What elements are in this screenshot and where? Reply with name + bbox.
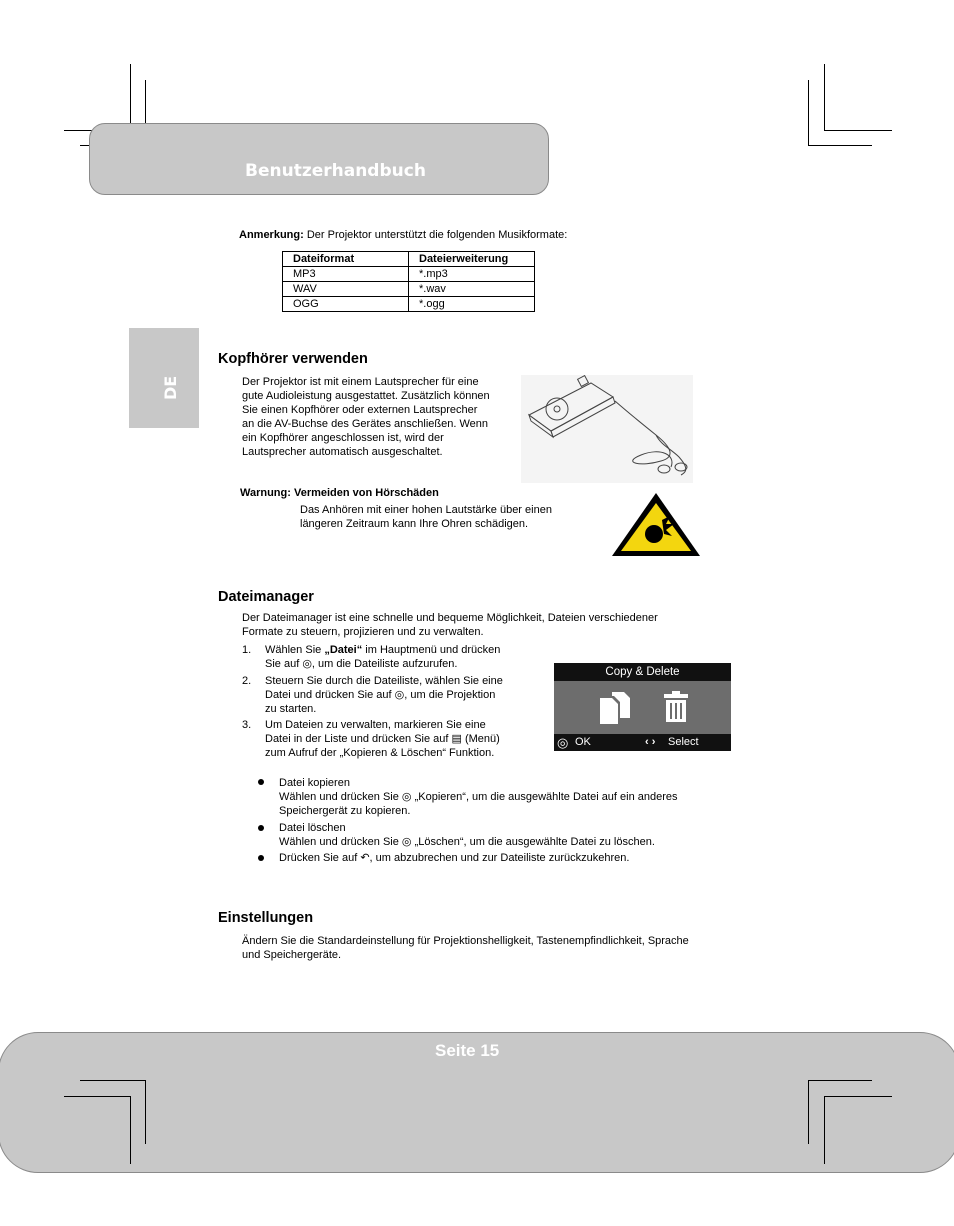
text-line: Der Dateimanager ist eine schnelle und bequeme Möglichkeit, Dateien verschiedener bbox=[242, 612, 658, 624]
menu-button-icon: ▤ bbox=[451, 733, 462, 745]
step-3 bbox=[265, 718, 500, 760]
step-number: 1. bbox=[242, 644, 252, 656]
text-line: Sie einen Kopfhörer oder externen Lautsprecher bbox=[242, 404, 478, 416]
table-cell: MP3 bbox=[283, 267, 409, 282]
text-line: längeren Zeitraum kann Ihre Ohren schädigen. bbox=[300, 518, 529, 530]
note-label: Anmerkung: bbox=[239, 229, 304, 241]
page-header-title: Benutzerhandbuch bbox=[245, 161, 426, 181]
copy-delete-title: Copy & Delete bbox=[554, 663, 731, 681]
ok-label: OK bbox=[575, 736, 591, 748]
ok-button-icon: ◎ bbox=[394, 689, 405, 701]
warning-text bbox=[300, 503, 552, 531]
text-line: gute Audioleistung ausgestattet. Zusätzlich können bbox=[242, 390, 490, 402]
text-line: Ändern Sie die Standardeinstellung für Projektionshelligkeit, Tastenempfindlichkeit, Sprache bbox=[242, 935, 689, 947]
step-number: 3. bbox=[242, 719, 252, 731]
text-line: Lautsprecher automatisch ausgeschaltet. bbox=[242, 446, 443, 458]
text-line: Steuern Sie durch die Dateiliste, wählen Sie eine bbox=[265, 675, 503, 687]
bullet-back bbox=[279, 851, 629, 865]
text-span: Datei und drücken Sie auf bbox=[265, 689, 395, 701]
format-table bbox=[282, 251, 535, 312]
screen-bottom-bar bbox=[554, 734, 731, 751]
text-line: Datei kopieren bbox=[279, 777, 350, 789]
text-span: Datei in der Liste und drücken Sie auf bbox=[265, 733, 452, 745]
text-line: ein Kopfhörer angeschlossen ist, wird der bbox=[242, 432, 444, 444]
text-span: „Datei“ bbox=[324, 644, 363, 656]
text-span: , um die Dateiliste aufzurufen. bbox=[311, 658, 458, 670]
text-span: , um die Projektion bbox=[404, 689, 496, 701]
trash-icon[interactable] bbox=[662, 690, 690, 724]
file-manager-intro bbox=[242, 611, 658, 639]
bullet bbox=[258, 855, 264, 861]
step-1 bbox=[265, 643, 500, 671]
headphones-text bbox=[242, 375, 490, 459]
text-line: Um Dateien zu verwalten, markieren Sie eine bbox=[265, 719, 486, 731]
select-label: Select bbox=[668, 736, 699, 748]
text-span: Sie auf bbox=[265, 658, 303, 670]
table-row bbox=[283, 267, 535, 282]
table-cell: OGG bbox=[283, 297, 409, 312]
note bbox=[239, 228, 567, 242]
back-button-icon: ↶ bbox=[360, 852, 370, 864]
step-2 bbox=[265, 674, 503, 716]
text-line: Der Projektor ist mit einem Lautsprecher für eine bbox=[242, 376, 479, 388]
text-line: zum Aufruf der „Kopieren & Löschen“ Funktion. bbox=[265, 747, 495, 759]
note-text: Der Projektor unterstützt die folgenden Musikformate: bbox=[306, 229, 568, 241]
text-line: und Speichergeräte. bbox=[242, 949, 342, 961]
text-span: „Kopieren“, um die ausgewählte Datei auf ein anderes bbox=[411, 791, 678, 803]
step-number: 2. bbox=[242, 675, 252, 687]
ok-button-icon: ◎ bbox=[557, 735, 569, 750]
text-line: Formate zu steuern, projizieren und zu verwalten. bbox=[242, 626, 484, 638]
header-tab bbox=[89, 123, 549, 195]
text-span: „Löschen“, um die ausgewählte Datei zu löschen. bbox=[411, 836, 655, 848]
text-span: Wählen und drücken Sie bbox=[279, 791, 402, 803]
table-row bbox=[283, 297, 535, 312]
section-title-file-manager: Dateimanager bbox=[218, 589, 314, 605]
text-line: Speichergerät zu kopieren. bbox=[279, 805, 411, 817]
table-cell: *.wav bbox=[409, 282, 535, 297]
text-span: (Menü) bbox=[461, 733, 500, 745]
text-span: im Hauptmenü und drücken bbox=[362, 644, 501, 656]
ok-button-icon: ◎ bbox=[302, 658, 312, 670]
warning-title: Warnung: Vermeiden von Hörschäden bbox=[240, 487, 439, 499]
text-span: Wählen und drücken Sie bbox=[279, 836, 402, 848]
table-header: Dateiformat bbox=[283, 252, 409, 267]
page-number: Seite 15 bbox=[435, 1041, 500, 1060]
copy-icon[interactable] bbox=[598, 690, 634, 726]
section-title-headphones: Kopfhörer verwenden bbox=[218, 351, 368, 367]
table-header: Dateierweiterung bbox=[409, 252, 535, 267]
bullet bbox=[258, 779, 264, 785]
section-title-settings: Einstellungen bbox=[218, 910, 314, 926]
table-row bbox=[283, 282, 535, 297]
text-line: Das Anhören mit einer hohen Lautstärke über einen bbox=[300, 504, 552, 516]
text-span: , um abzubrechen und zur Dateiliste zurückzukehren. bbox=[369, 852, 630, 864]
table-cell: *.ogg bbox=[409, 297, 535, 312]
hearing-damage-warning-icon bbox=[610, 490, 703, 560]
text-span: Wählen Sie bbox=[265, 644, 325, 656]
bullet-delete bbox=[279, 821, 655, 849]
text-line: zu starten. bbox=[265, 703, 317, 715]
text-span: Drücken Sie auf bbox=[279, 852, 361, 864]
settings-text bbox=[242, 934, 689, 962]
bullet-copy bbox=[279, 776, 678, 818]
ok-button-icon: ◎ bbox=[401, 836, 412, 848]
text-line: an die AV-Buchse des Gerätes anschließen. Wenn bbox=[242, 418, 489, 430]
table-cell: WAV bbox=[283, 282, 409, 297]
copy-delete-screen bbox=[554, 663, 731, 751]
navigate-arrows-icon: ‹ › bbox=[645, 736, 656, 748]
table-cell: *.mp3 bbox=[409, 267, 535, 282]
projector-headphone-illustration bbox=[521, 375, 693, 483]
language-tab-label: DE bbox=[161, 375, 180, 400]
ok-button-icon: ◎ bbox=[401, 791, 412, 803]
text-line: Datei löschen bbox=[279, 822, 346, 834]
bullet bbox=[258, 825, 264, 831]
